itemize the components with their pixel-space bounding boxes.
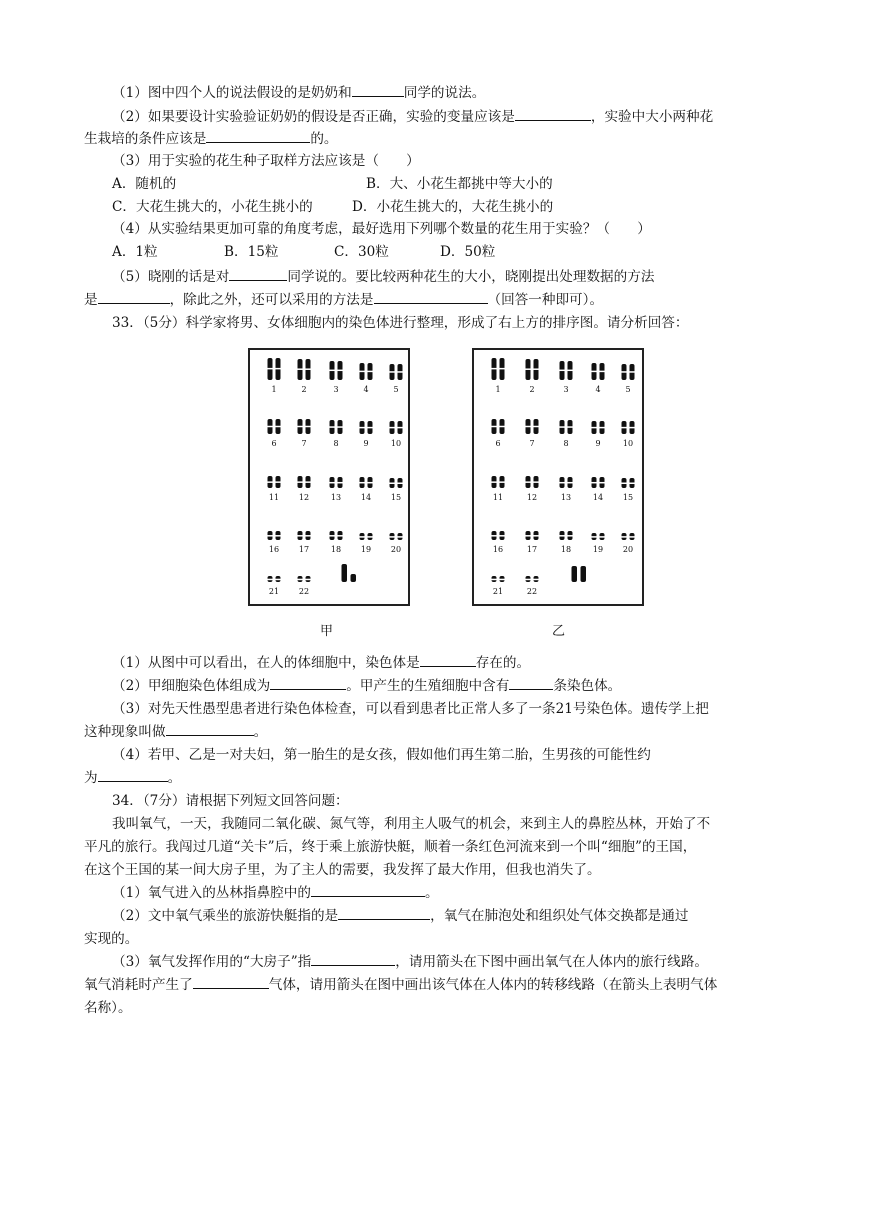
karyotype-right-svg (474, 350, 642, 604)
q33-part2 (112, 675, 790, 697)
answer-blank[interactable] (420, 652, 476, 667)
q34-part2 (112, 905, 790, 927)
q34-passage-line3: 在这个王国的某一间大房子里，为了主人的需要，我发挥了最大作用，但我也消失了。 (84, 862, 601, 878)
q33-part2-text-mid: 。甲产生的生殖细胞中含有 (346, 678, 510, 694)
q32-part5-text-mid2: ，除此之外，还可以采用的方法是 (169, 292, 374, 308)
chromosome-number: 20 (622, 545, 634, 554)
q33-part4-text-end: 。 (167, 770, 182, 786)
chromosome-pair (267, 419, 281, 434)
chromosome-pair (329, 420, 343, 434)
chromosome-number: 7 (529, 439, 535, 448)
q32-part2-text-end: 的。 (310, 131, 338, 147)
chromosome-number: 9 (363, 439, 369, 448)
answer-blank[interactable] (515, 106, 591, 121)
chromosome-pair (491, 476, 505, 488)
chromosome-number: 1 (271, 385, 277, 394)
chromosome-number: 3 (333, 385, 339, 394)
q32-part1-text: （1）图中四个人的说法假设的是奶奶和 (112, 85, 352, 101)
chromosome-pair (591, 421, 605, 434)
q33-part1 (112, 652, 790, 674)
chromosome-pair (267, 576, 281, 582)
chromosome-number: 14 (592, 493, 604, 502)
karyotype-panel-left (248, 348, 410, 606)
chromosome-number: 19 (592, 545, 604, 554)
q34-part3-cont (84, 974, 790, 996)
chromosome-pair (297, 419, 311, 434)
answer-blank[interactable] (311, 882, 425, 897)
q33-part1-text-end: 存在的。 (475, 655, 531, 671)
chromosome-pair (559, 361, 573, 380)
chromosome-number: 12 (298, 493, 310, 502)
chromosome-number: 10 (390, 439, 402, 448)
q34-part3-text: （3）氧气发挥作用的“大房子”指 (112, 954, 312, 970)
q33-heading: 33．（5分）科学家将男、女体细胞内的染色体进行整理，形成了右上方的排序图。请分析回答： (112, 315, 689, 331)
chromosome-pair (525, 359, 539, 380)
chromosome-number: 14 (360, 493, 372, 502)
chromosome-number: 4 (595, 385, 601, 394)
q33-part3-text: 这种现象叫做 (84, 724, 166, 740)
count-option-c: C．30粒 (334, 244, 389, 260)
q33-part2-text: （2）甲细胞染色体组成为 (112, 678, 271, 694)
karyotype-left-svg (250, 350, 408, 604)
chromosome-number: 22 (526, 587, 538, 596)
chromosome-pair (491, 531, 505, 540)
chromosome-pair (491, 576, 505, 582)
q32-part5-cont (84, 289, 790, 311)
q32-part2-text: （2）如果要设计实验验证奶奶的假设是否正确，实验的变量应该是 (112, 109, 515, 125)
chromosome-pair (591, 363, 605, 380)
q33-part3-text-end: 。 (253, 724, 268, 740)
chromosome-number: 18 (560, 545, 572, 554)
answer-blank[interactable] (352, 82, 404, 97)
chromosome-number: 5 (625, 385, 631, 394)
chromosome-number: 4 (363, 385, 369, 394)
chromosome-number: 2 (301, 385, 307, 394)
q32-part1 (112, 82, 790, 104)
chromosome-pair (559, 477, 573, 488)
chromosome-pair (525, 419, 539, 434)
q33-part4-cont (84, 767, 790, 789)
chromosome-pair (359, 363, 373, 380)
chromosome-number: 16 (268, 545, 280, 554)
chromosome-number: 17 (298, 545, 310, 554)
chromosome-pair (297, 531, 311, 540)
chromosome-pair (267, 358, 281, 380)
chromosome-number: 15 (622, 493, 634, 502)
q32-part2 (112, 106, 790, 128)
chromosome-number: 20 (390, 545, 402, 554)
chromosome-pair (359, 477, 373, 488)
chromosome-pair (491, 358, 505, 380)
count-option-a: A．1粒 (112, 244, 158, 260)
option-b: B．大、小花生都挑中等大小的 (366, 176, 553, 192)
chromosome-pair (329, 361, 343, 380)
q34-part1-text: （1）氧气进入的丛林指鼻腔中的 (112, 885, 311, 901)
chromosome-pair (559, 531, 573, 540)
q33-part4: （4）若甲、乙是一对夫妇，第一胎生的是女孩，假如他们再生第二胎，生男孩的可能性约 (112, 747, 651, 763)
q34-passage-line2: 平凡的旅行。我闯过几道“关卡”后，终于乘上旅游快艇，顺着一条红色河流来到一个叫“细胞”的王国， (84, 839, 697, 855)
chromosome-pair (359, 421, 373, 434)
q32-part5 (112, 266, 790, 288)
chromosome-number: 11 (268, 493, 280, 502)
chromosome-pair (297, 359, 311, 380)
q34-part3-end: 名称）。 (84, 1000, 132, 1016)
chromosome-pair (297, 576, 311, 582)
count-option-d: D．50粒 (440, 244, 496, 260)
chromosome-pair (559, 420, 573, 434)
answer-blank[interactable] (374, 289, 488, 304)
chromosome-number: 3 (563, 385, 569, 394)
chromosome-pair (621, 478, 635, 488)
chromosome-pair (389, 478, 403, 488)
q32-part5-text-mid: 同学说的。要比较两种花生的大小，晓刚提出处理数据的方法 (287, 269, 655, 285)
chromosome-number: 10 (622, 439, 634, 448)
chromosome-number: 18 (330, 545, 342, 554)
q33-part3: （3）对先天性愚型患者进行染色体检查，可以看到患者比正常人多了一条21号染色体。遗传学上把 (112, 701, 709, 717)
chromosome-pair (389, 421, 403, 434)
q32-part5-text: （5）晓刚的话是对 (112, 269, 230, 285)
sex-chromosomes (572, 566, 587, 582)
option-d: D．小花生挑大的，大花生挑小的 (352, 199, 554, 215)
chromosome-number: 11 (492, 493, 504, 502)
chromosome-number: 8 (333, 439, 339, 448)
chromosome-pair (389, 364, 403, 380)
q34-part1-text-end: 。 (424, 885, 439, 901)
q34-passage-line1: 我叫氧气，一天，我随同二氧化碳、氮气等，利用主人吸气的机会，来到主人的鼻腔丛林，开始了不 (112, 816, 711, 832)
chromosome-number: 15 (390, 493, 402, 502)
q33-part2-text-end: 条染色体。 (553, 678, 622, 694)
q32-part5-text-cont: 是 (84, 292, 98, 308)
count-option-b: B．15粒 (224, 244, 279, 260)
answer-blank[interactable] (206, 128, 310, 143)
chromosome-pair (389, 533, 403, 540)
chromosome-pair (591, 533, 605, 540)
chromosome-pair (525, 576, 539, 582)
chromosome-number: 19 (360, 545, 372, 554)
chromosome-pair (329, 477, 343, 488)
chromosome-pair (267, 531, 281, 540)
q32-part3: （3）用于实验的花生种子取样方法应该是（ ） (112, 153, 420, 169)
chromosome-number: 21 (492, 587, 504, 596)
answer-blank[interactable] (338, 905, 430, 920)
q34-part2-cont: 实现的。 (84, 931, 139, 947)
q32-part2-cont (84, 128, 790, 150)
label-yi: 乙 (552, 624, 566, 639)
chromosome-number: 17 (526, 545, 538, 554)
answer-blank[interactable] (98, 767, 168, 782)
q33-part3-cont (84, 721, 790, 743)
q33-part1-text: （1）从图中可以看出，在人的体细胞中，染色体是 (112, 655, 420, 671)
chromosome-number: 12 (526, 493, 538, 502)
karyotype-figure (248, 348, 648, 638)
q34-part3-text-mid2: 气体，请用箭头在图中画出该气体在人体内的转移线路（在箭头上表明气体 (268, 977, 718, 993)
q32-part4: （4）从实验结果更加可靠的角度考虑，最好选用下列哪个数量的花生用于实验？（ ） (112, 221, 651, 237)
chromosome-number: 13 (330, 493, 342, 502)
chromosome-pair (329, 531, 343, 540)
q34-part3 (112, 951, 790, 973)
chromosome-pair (525, 531, 539, 540)
answer-blank[interactable] (98, 289, 170, 304)
q34-part2-text: （2）文中氧气乘坐的旅游快艇指的是 (112, 908, 339, 924)
chromosome-pair (267, 476, 281, 488)
karyotype-panel-right (472, 348, 644, 606)
chromosome-pair (591, 477, 605, 488)
chromosome-pair (491, 419, 505, 434)
chromosome-number: 9 (595, 439, 601, 448)
chromosome-number: 7 (301, 439, 307, 448)
q32-part5-text-end: （回答一种即可）。 (487, 292, 604, 308)
sex-chromosomes (342, 564, 357, 582)
q32-part1-text-end: 同学的说法。 (403, 85, 486, 101)
chromosome-number: 5 (393, 385, 399, 394)
chromosome-pair (621, 421, 635, 434)
chromosome-pair (621, 364, 635, 380)
chromosome-number: 13 (560, 493, 572, 502)
q34-heading: 34．（7分）请根据下列短文回答问题： (112, 793, 349, 809)
answer-blank[interactable] (509, 675, 553, 690)
answer-blank[interactable] (229, 266, 287, 281)
q34-part2-text-mid: ，氧气在肺泡处和组织处气体交换都是通过 (430, 908, 689, 924)
q34-part1 (112, 882, 790, 904)
option-c: C．大花生挑大的，小花生挑小的 (112, 199, 313, 215)
option-a: A．随机的 (112, 176, 177, 192)
chromosome-number: 2 (529, 385, 535, 394)
answer-blank[interactable] (193, 974, 269, 989)
answer-blank[interactable] (166, 721, 254, 736)
chromosome-number: 16 (492, 545, 504, 554)
chromosome-number: 6 (495, 439, 501, 448)
chromosome-number: 21 (268, 587, 280, 596)
q34-part3-text-cont: 氧气消耗时产生了 (84, 977, 193, 993)
chromosome-number: 6 (271, 439, 277, 448)
answer-blank[interactable] (270, 675, 346, 690)
chromosome-pair (297, 476, 311, 488)
q32-part2-text-cont: 生栽培的条件应该是 (84, 131, 207, 147)
chromosome-pair (525, 476, 539, 488)
label-jia: 甲 (320, 624, 334, 639)
chromosome-pair (621, 533, 635, 540)
answer-blank[interactable] (311, 951, 395, 966)
chromosome-number: 22 (298, 587, 310, 596)
chromosome-number: 8 (563, 439, 569, 448)
q34-part3-text-mid: ，请用箭头在下图中画出氧气在人体内的旅行线路。 (395, 954, 708, 970)
q32-part2-text-mid: ，实验中大小两种花 (590, 109, 714, 125)
chromosome-number: 1 (495, 385, 501, 394)
q33-part4-text: 为 (84, 770, 98, 786)
chromosome-pair (359, 533, 373, 540)
